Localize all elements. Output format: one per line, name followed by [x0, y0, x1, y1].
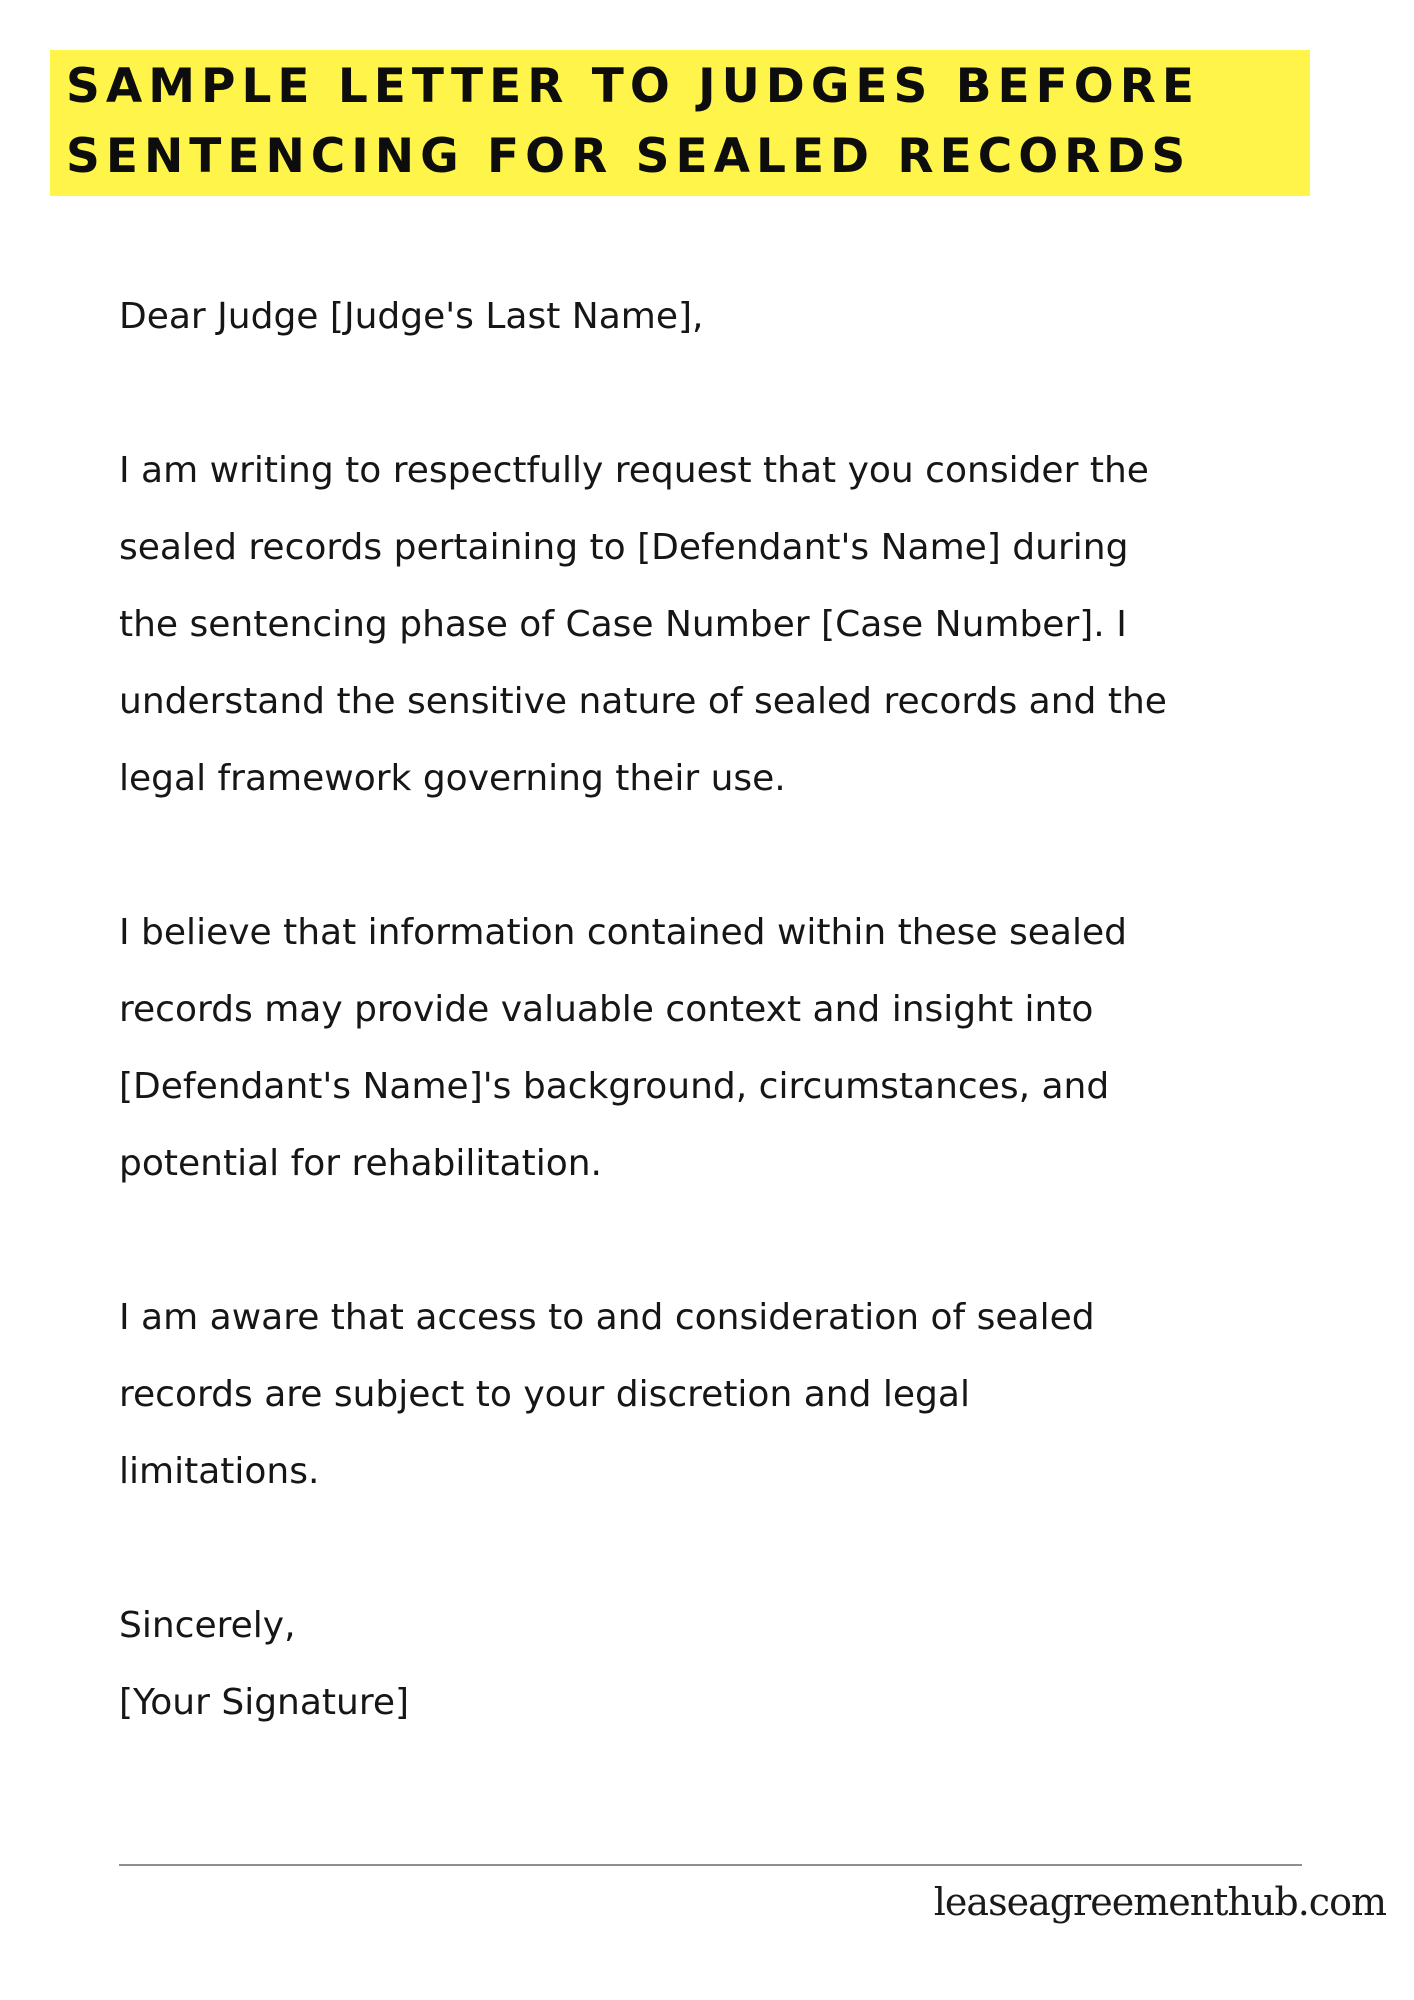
paragraph-line: [Defendant's Name]'s background, circumstances, and — [119, 1066, 1110, 1107]
paragraph-line: the sentencing phase of Case Number [Case Number]. I — [119, 604, 1127, 645]
paragraph-line: I am writing to respectfully request that you consider the — [119, 450, 1149, 491]
title-line-2: SENTENCING FOR SEALED RECORDS — [66, 129, 1192, 184]
paragraph-line: understand the sensitive nature of sealed records and the — [119, 681, 1167, 722]
title-line-1: SAMPLE LETTER TO JUDGES BEFORE — [66, 59, 1200, 114]
closing-text: Sincerely, — [119, 1605, 296, 1646]
paragraph-line: records are subject to your discretion and legal — [119, 1374, 970, 1415]
paragraph-2 — [119, 894, 1369, 1202]
footer-divider — [119, 1864, 1302, 1866]
paragraph-line: I am aware that access to and consideration of sealed — [119, 1297, 1095, 1338]
paragraph-line: limitations. — [119, 1451, 320, 1492]
paragraph-line: legal framework governing their use. — [119, 758, 786, 799]
paragraph-line: sealed records pertaining to [Defendant's Name] during — [119, 527, 1129, 568]
salutation — [119, 278, 1369, 355]
footer-website: leaseagreementhub.com — [933, 1880, 1386, 1924]
paragraph-line: potential for rehabilitation. — [119, 1143, 602, 1184]
signature-placeholder: [Your Signature] — [119, 1682, 410, 1723]
paragraph-3 — [119, 1279, 1369, 1510]
paragraph-line: records may provide valuable context and insight into — [119, 989, 1094, 1030]
paragraph-1 — [119, 432, 1369, 817]
letter-body — [119, 278, 1369, 1741]
title-banner — [50, 50, 1310, 196]
closing-block — [119, 1587, 1369, 1741]
paragraph-line: I believe that information contained within these sealed — [119, 912, 1127, 953]
salutation-text: Dear Judge [Judge's Last Name], — [119, 296, 704, 337]
